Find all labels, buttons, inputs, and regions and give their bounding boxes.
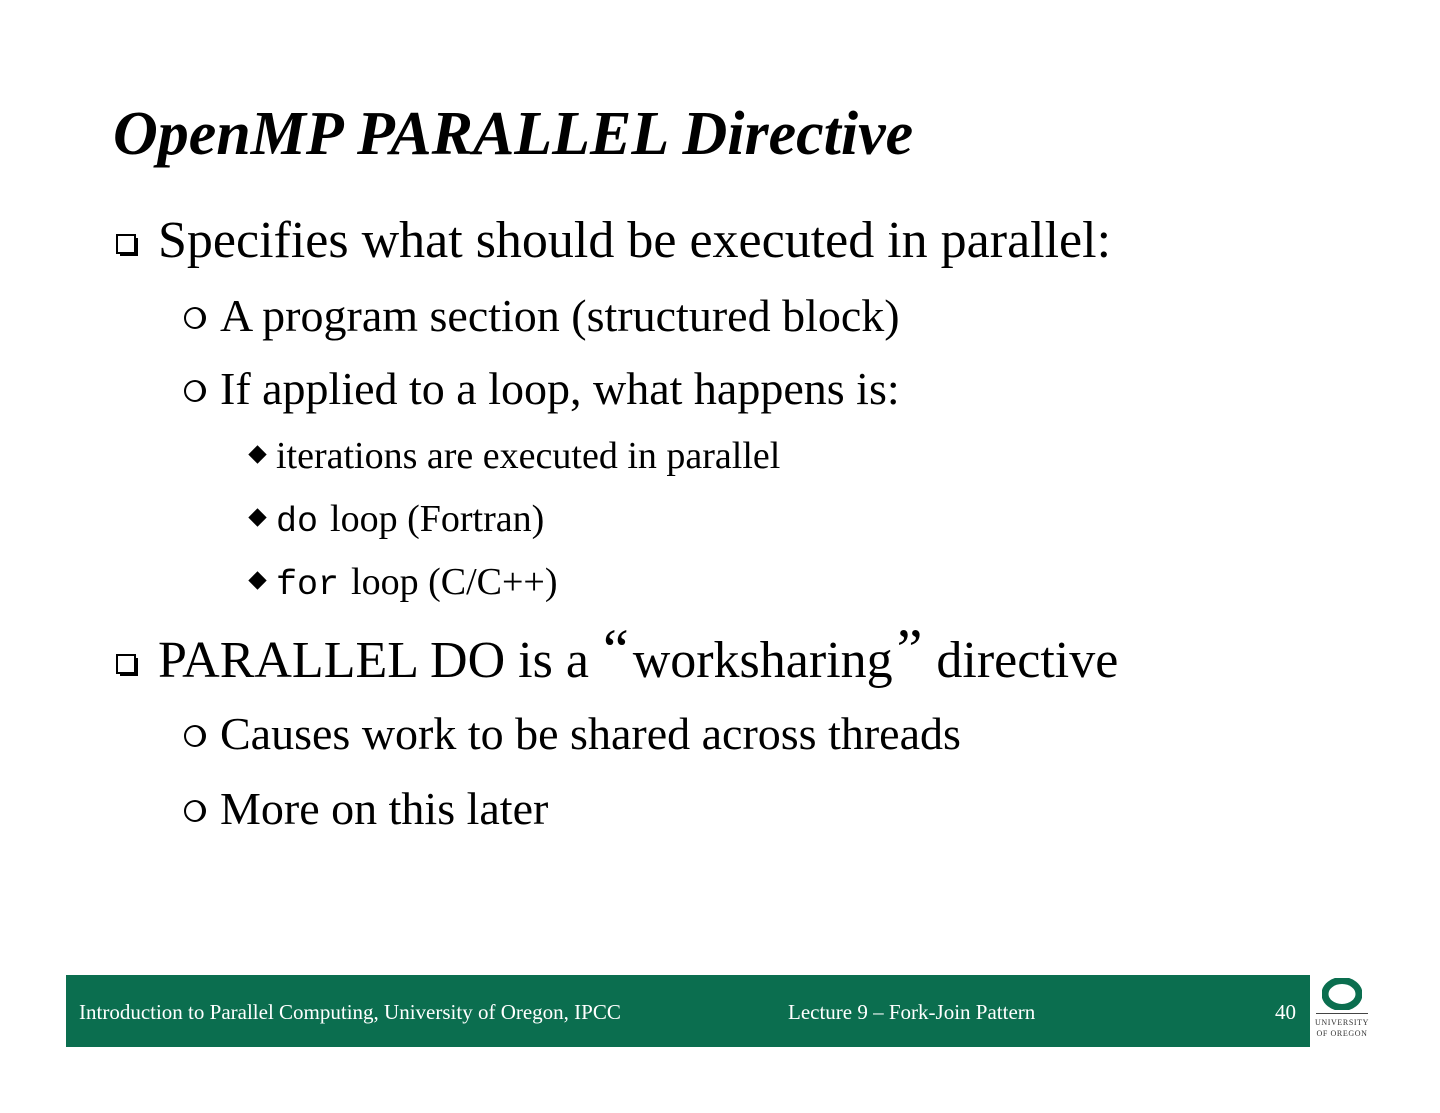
diamond-bullet-icon — [248, 508, 266, 526]
oregon-o-icon — [1322, 978, 1362, 1010]
sub-bullet-text: Causes work to be shared across threads — [220, 708, 961, 759]
sub-bullet-program-section — [184, 288, 900, 344]
diamond-bullet-icon — [248, 445, 266, 463]
subsub-bullet-do-loop — [248, 496, 544, 545]
slide-footer — [66, 975, 1310, 1047]
circle-bullet-icon — [184, 380, 206, 402]
logo-divider — [1316, 1013, 1368, 1014]
university-logo — [1312, 978, 1372, 1046]
subsub-bullet-text: loop (C/C++) — [351, 561, 558, 603]
page-number: 40 — [1275, 1000, 1296, 1024]
close-quote: ” — [896, 617, 923, 682]
circle-bullet-icon — [184, 725, 206, 747]
square-bullet-icon — [116, 654, 136, 674]
sub-bullet-more-later — [184, 781, 548, 837]
subsub-bullet-for-loop — [248, 559, 558, 608]
circle-bullet-icon — [184, 800, 206, 822]
sub-bullet-text: If applied to a loop, what happens is: — [220, 363, 900, 414]
bullet-parallel-do — [116, 617, 1119, 692]
subsub-bullet-text: loop (Fortran) — [330, 498, 545, 540]
sub-bullet-text: More on this later — [220, 783, 549, 834]
subsub-bullet-text: iterations are executed in parallel — [276, 435, 781, 477]
footer-lecture-title: Lecture 9 – Fork-Join Pattern — [788, 1000, 1036, 1024]
quoted-term: worksharing — [632, 632, 893, 689]
bullet-text: Specifies what should be executed in parallel: — [158, 212, 1112, 269]
subsub-bullet-iterations — [248, 433, 780, 479]
bullet-text-before: PARALLEL DO is a — [158, 632, 589, 689]
diamond-bullet-icon — [248, 571, 266, 589]
code-keyword-do: do — [276, 502, 319, 542]
slide-title: OpenMP PARALLEL Directive — [113, 100, 914, 168]
bullet-text-after: directive — [936, 632, 1119, 689]
bullet-specifies — [116, 210, 1111, 272]
sub-bullet-text: A program section (structured block) — [220, 290, 900, 341]
square-bullet-icon — [116, 234, 136, 254]
logo-text-university: UNIVERSITY — [1315, 1018, 1369, 1027]
code-keyword-for: for — [276, 565, 340, 605]
sub-bullet-loop — [184, 361, 900, 417]
sub-bullet-causes-work — [184, 706, 961, 762]
circle-bullet-icon — [184, 307, 206, 329]
footer-course-title: Introduction to Parallel Computing, University of Oregon, IPCC — [79, 1000, 621, 1024]
logo-text-of-oregon: OF OREGON — [1316, 1029, 1368, 1038]
open-quote: “ — [602, 617, 629, 682]
